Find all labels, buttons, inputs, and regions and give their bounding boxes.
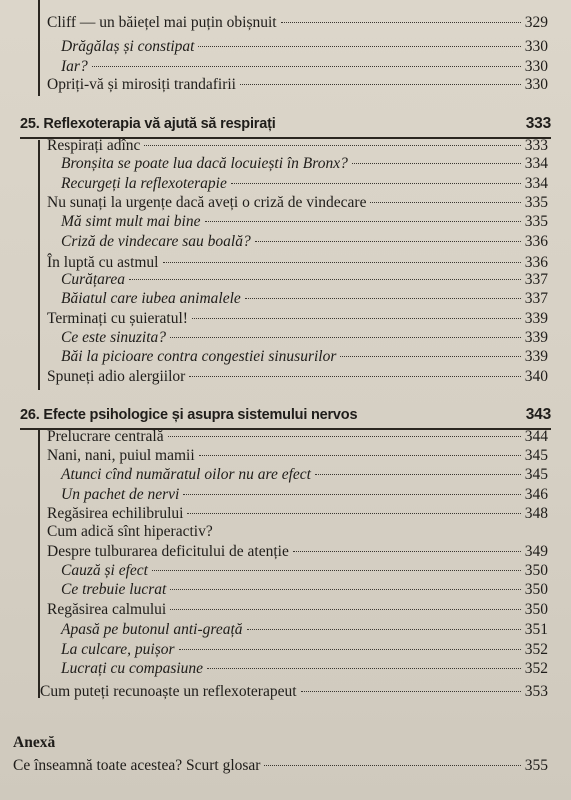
toc-entry[interactable] bbox=[47, 194, 548, 212]
toc-entry[interactable] bbox=[47, 76, 548, 94]
toc-entry-page: 335 bbox=[524, 194, 548, 211]
toc-entry-page: 351 bbox=[524, 621, 548, 638]
toc-entry-title: Nu sunați la urgențe dacă aveți o criză de vindecare bbox=[47, 194, 367, 211]
toc-entry-title: La culcare, puișor bbox=[61, 641, 175, 658]
toc-entry[interactable] bbox=[47, 428, 548, 446]
chapter-heading[interactable] bbox=[20, 115, 551, 133]
toc-entry[interactable] bbox=[47, 505, 548, 523]
toc-entry[interactable] bbox=[61, 562, 548, 580]
toc-entry[interactable] bbox=[47, 543, 548, 561]
toc-entry-title: Regăsirea echilibrului bbox=[47, 505, 184, 522]
toc-entry-title: Lucrați cu compasiune bbox=[61, 660, 204, 677]
dot-leader bbox=[370, 202, 520, 203]
chapter-title: 25. Reflexoterapia vă ajută să respirați bbox=[20, 116, 276, 132]
dot-leader bbox=[163, 262, 521, 263]
dot-leader bbox=[352, 163, 521, 164]
toc-entry-title: Terminați cu șuieratul! bbox=[47, 310, 188, 327]
dot-leader bbox=[179, 649, 521, 650]
toc-entry-title: Despre tulburarea deficitului de atenție bbox=[47, 543, 289, 560]
toc-entry-title: Un pachet de nervi bbox=[61, 486, 180, 503]
toc-entry[interactable] bbox=[61, 58, 548, 76]
toc-entry-title: Respirați adînc bbox=[47, 137, 141, 154]
dot-leader bbox=[144, 145, 520, 146]
toc-entry-page: 349 bbox=[524, 543, 548, 560]
toc-entry-page: 336 bbox=[524, 233, 548, 250]
toc-entry[interactable] bbox=[61, 621, 548, 639]
toc-entry-page: 334 bbox=[524, 175, 548, 192]
toc-entry[interactable] bbox=[61, 641, 548, 659]
toc-entry[interactable] bbox=[61, 175, 548, 193]
toc-entry[interactable] bbox=[47, 14, 548, 32]
toc-entry-title: Opriți-vă și mirosiți trandafirii bbox=[47, 76, 236, 93]
dot-leader bbox=[170, 337, 521, 338]
toc-entry-page: 337 bbox=[524, 271, 548, 288]
dot-leader bbox=[340, 356, 520, 357]
toc-entry-title: Cum adică sînt hiperactiv? bbox=[47, 523, 213, 540]
annex-title: Anexă bbox=[13, 734, 56, 751]
dot-leader bbox=[129, 279, 521, 280]
toc-entry[interactable] bbox=[40, 683, 548, 701]
toc-entry-page: 352 bbox=[524, 660, 548, 677]
dot-leader bbox=[207, 668, 521, 669]
toc-entry[interactable] bbox=[61, 660, 548, 678]
toc-entry[interactable] bbox=[47, 368, 548, 386]
section-bar bbox=[38, 428, 40, 698]
dot-leader bbox=[231, 183, 521, 184]
toc-entry-title: Băi la picioare contra congestiei sinusurilor bbox=[61, 348, 337, 365]
toc-entry-title: Bronșita se poate lua dacă locuiești în Bronx? bbox=[61, 155, 348, 172]
toc-entry-page: 330 bbox=[524, 76, 548, 93]
dot-leader bbox=[301, 691, 521, 692]
toc-entry[interactable] bbox=[61, 271, 548, 289]
toc-entry-page: 345 bbox=[524, 447, 548, 464]
toc-entry-page: 339 bbox=[524, 310, 548, 327]
toc-entry[interactable] bbox=[47, 310, 548, 328]
dot-leader bbox=[315, 474, 521, 475]
toc-entry-title: Apasă pe butonul anti-greață bbox=[61, 621, 243, 638]
toc-entry[interactable] bbox=[47, 601, 548, 619]
toc-entry[interactable] bbox=[47, 447, 548, 465]
dot-leader bbox=[168, 436, 521, 437]
chapter-page: 333 bbox=[525, 115, 551, 132]
dot-leader bbox=[183, 494, 520, 495]
toc-entry-page: 345 bbox=[524, 466, 548, 483]
toc-entry[interactable] bbox=[47, 137, 548, 155]
toc-entry-page: 350 bbox=[524, 562, 548, 579]
toc-entry-title: Cauză și efect bbox=[61, 562, 148, 579]
toc-entry-page: 350 bbox=[524, 581, 548, 598]
toc-entry-page: 339 bbox=[524, 348, 548, 365]
toc-entry-page: 336 bbox=[524, 254, 548, 271]
toc-entry-page: 353 bbox=[524, 683, 548, 700]
toc-entry[interactable] bbox=[61, 581, 548, 599]
dot-leader bbox=[245, 298, 521, 299]
chapter-heading[interactable] bbox=[20, 406, 551, 424]
toc-entry-title: Prelucrare centrală bbox=[47, 428, 164, 445]
dot-leader bbox=[199, 455, 521, 456]
toc-entry[interactable] bbox=[61, 213, 548, 231]
dot-leader bbox=[170, 589, 520, 590]
dot-leader bbox=[240, 84, 521, 85]
toc-entry[interactable] bbox=[61, 233, 548, 251]
toc-entry-page: 348 bbox=[524, 505, 548, 522]
toc-entry-title: Ce înseamnă toate acestea? Scurt glosar bbox=[13, 757, 261, 774]
toc-entry-title: Atunci cînd număratul oilor nu are efect bbox=[61, 466, 311, 483]
toc-entry-page: 350 bbox=[524, 601, 548, 618]
toc-entry-title: În luptă cu astmul bbox=[47, 254, 159, 271]
toc-entry[interactable] bbox=[61, 290, 548, 308]
dot-leader bbox=[170, 609, 521, 610]
dot-leader bbox=[247, 629, 521, 630]
dot-leader bbox=[281, 22, 521, 23]
toc-entry[interactable] bbox=[61, 155, 548, 173]
toc-entry-title: Drăgălaș și constipat bbox=[61, 38, 195, 55]
toc-entry-page: 329 bbox=[524, 14, 548, 31]
toc-entry-page: 335 bbox=[524, 213, 548, 230]
dot-leader bbox=[152, 570, 521, 571]
toc-entry[interactable] bbox=[61, 348, 548, 366]
toc-entry-page: 334 bbox=[524, 155, 548, 172]
toc-entry-page: 355 bbox=[524, 757, 548, 774]
toc-entry[interactable] bbox=[61, 329, 548, 347]
toc-entry-title: Ce este sinuzita? bbox=[61, 329, 167, 346]
toc-entry-title: Iar? bbox=[61, 58, 88, 75]
toc-entry[interactable] bbox=[47, 254, 548, 272]
toc-entry-title: Recurgeți la reflexoterapie bbox=[61, 175, 227, 192]
toc-entry-page: 340 bbox=[524, 368, 548, 385]
toc-entry[interactable] bbox=[61, 466, 548, 484]
toc-entry-page: 339 bbox=[524, 329, 548, 346]
toc-entry-page: 337 bbox=[524, 290, 548, 307]
dot-leader bbox=[264, 765, 520, 766]
toc-entry[interactable] bbox=[47, 523, 548, 541]
toc-entry[interactable] bbox=[13, 757, 548, 775]
section-bar bbox=[38, 0, 40, 96]
dot-leader bbox=[187, 513, 520, 514]
toc-entry[interactable] bbox=[61, 486, 548, 504]
toc-entry-title: Criză de vindecare sau boală? bbox=[61, 233, 251, 250]
toc-entry-title: Nani, nani, puiul mamii bbox=[47, 447, 195, 464]
toc-entry-title: Regăsirea calmului bbox=[47, 601, 167, 618]
section-bar bbox=[38, 140, 40, 390]
dot-leader bbox=[92, 66, 521, 67]
toc-entry-page: 346 bbox=[524, 486, 548, 503]
toc-entry-title: Mă simt mult mai bine bbox=[61, 213, 201, 230]
toc-entry-title: Curățarea bbox=[61, 271, 126, 288]
dot-leader bbox=[293, 551, 521, 552]
toc-entry-title: Cliff — un băiețel mai puțin obișnuit bbox=[47, 14, 277, 31]
toc-entry-title: Băiatul care iubea animalele bbox=[61, 290, 241, 307]
toc-entry-title: Ce trebuie lucrat bbox=[61, 581, 167, 598]
toc-entry-page: 330 bbox=[524, 58, 548, 75]
toc-entry-title: Spuneți adio alergiilor bbox=[47, 368, 186, 385]
toc-entry-page: 330 bbox=[524, 38, 548, 55]
dot-leader bbox=[189, 376, 520, 377]
toc-entry-page: 352 bbox=[524, 641, 548, 658]
toc-entry-title: Cum puteți recunoaște un reflexoterapeut bbox=[40, 683, 297, 700]
toc-entry[interactable] bbox=[61, 38, 548, 56]
dot-leader bbox=[198, 46, 520, 47]
chapter-title: 26. Efecte psihologice și asupra sistemului nervos bbox=[20, 407, 358, 423]
dot-leader bbox=[205, 221, 521, 222]
dot-leader bbox=[255, 241, 521, 242]
toc-entry-page: 333 bbox=[524, 137, 548, 154]
toc-entry-page: 344 bbox=[524, 428, 548, 445]
dot-leader bbox=[192, 318, 521, 319]
chapter-page: 343 bbox=[525, 406, 551, 423]
